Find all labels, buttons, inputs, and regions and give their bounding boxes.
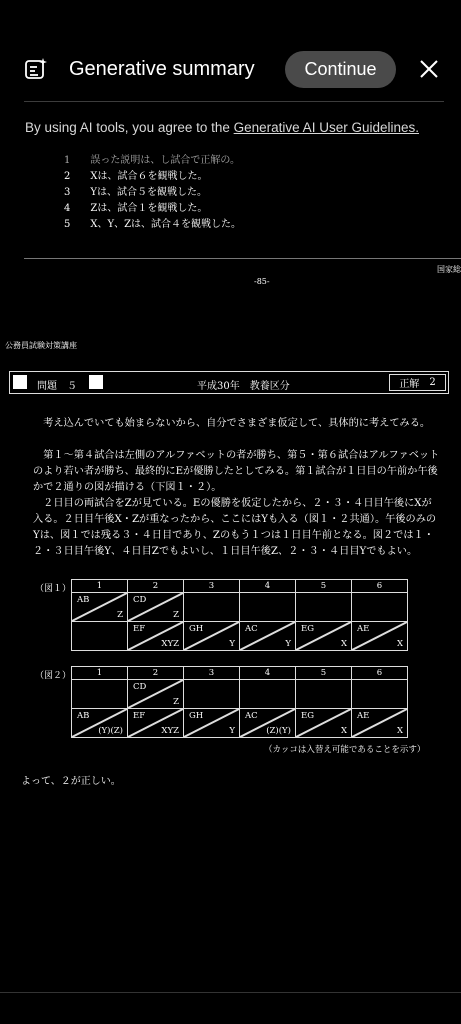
table-cell xyxy=(240,593,296,622)
table-row xyxy=(72,709,408,738)
square-marker xyxy=(13,375,27,389)
match-pair: AE xyxy=(357,624,370,634)
spectators: Y xyxy=(229,639,235,649)
summary-header xyxy=(0,0,461,135)
table-cell xyxy=(184,680,240,709)
table-cell xyxy=(352,680,408,709)
match-pair: AC xyxy=(245,624,258,634)
spectators: X xyxy=(396,726,403,736)
table-cell xyxy=(352,709,408,738)
spectators: XYZ xyxy=(161,726,179,736)
header-divider xyxy=(24,101,444,102)
table-cell xyxy=(296,709,352,738)
match-pair: AC xyxy=(245,711,258,721)
spectators: X xyxy=(396,639,403,649)
partial-option: 1 誤った説明は、し試合で正解の。 xyxy=(64,155,240,166)
table-cell xyxy=(184,622,240,651)
column-header: 2 xyxy=(128,667,184,680)
problem-label: 問題 ５ xyxy=(37,381,77,392)
match-pair: CD xyxy=(133,595,147,605)
spectators: Z xyxy=(173,697,179,707)
table-row xyxy=(72,680,408,709)
problem-header xyxy=(9,371,449,394)
table-cell xyxy=(240,622,296,651)
column-header: 5 xyxy=(296,580,352,593)
spectators: (Y)(Z) xyxy=(98,726,123,736)
column-header: 2 xyxy=(128,580,184,593)
table-cell xyxy=(128,593,184,622)
table-cell xyxy=(128,709,184,738)
match-pair: GH xyxy=(189,711,204,721)
column-header: 6 xyxy=(352,580,408,593)
column-header: 4 xyxy=(240,667,296,680)
spectators: X xyxy=(340,726,347,736)
match-pair: EF xyxy=(133,711,146,721)
option-item: 5 X、Y、Zは、試合４を観戦した。 xyxy=(64,219,242,230)
table-row xyxy=(72,593,408,622)
notice-text: By using AI tools, you agree to the xyxy=(25,120,234,135)
table-cell xyxy=(128,622,184,651)
continue-button[interactable]: Continue xyxy=(285,51,396,88)
course-label: 公務員試験対策講座 xyxy=(5,341,77,350)
match-pair: EG xyxy=(301,624,314,634)
match-pair: EG xyxy=(301,711,314,721)
explanation-paragraph: 第１〜第４試合は左側のアルファベットの者が勝ち、第５・第６試合はアルファベットのより若い者が勝ち、最終的にEが優勝したとしてみる。第１試合が１日目の午前か午後かで２通りの図が描ける（下図１・２）。 xyxy=(33,450,440,493)
table-cell xyxy=(184,593,240,622)
table-cell xyxy=(240,680,296,709)
page-rule xyxy=(24,258,461,259)
table-cell xyxy=(296,622,352,651)
column-header: 6 xyxy=(352,667,408,680)
table-cell xyxy=(296,593,352,622)
figure-label: （図１） xyxy=(35,584,72,594)
option-item: 4 Zは、試合１を観戦した。 xyxy=(64,203,208,214)
match-pair: AB xyxy=(77,595,90,605)
close-icon[interactable] xyxy=(418,58,440,80)
page-number: -85- xyxy=(254,277,270,286)
column-header: 5 xyxy=(296,667,352,680)
figure-label: （図２） xyxy=(35,671,72,681)
spectators: Y xyxy=(285,639,291,649)
explanation-paragraph: ２日目の両試合をZが見ている。Eの優勝を仮定したから、２・３・４日目午後にXが入る。２日目午後X・Zが重なったから、ここにはYも入る（図１・２共通）。午後のみのYは、図１では残る３・４日目であり、Zのもう１つは１日目午前となる。図２では１・２・３日目午後Y、４日目Zでもよいし、１日目午後Z、２・３・４日目Yでもよい。 xyxy=(33,498,437,557)
table-cell xyxy=(72,622,128,651)
column-header: 1 xyxy=(72,667,128,680)
match-pair: CD xyxy=(133,682,147,692)
table-cell xyxy=(352,622,408,651)
explanation-paragraph: 考え込んでいても始まらないから、自分でさまざま仮定して、具体的に考えてみる。 xyxy=(33,418,431,429)
table-cell xyxy=(240,709,296,738)
table-cell xyxy=(184,709,240,738)
table-cell xyxy=(352,593,408,622)
column-header: 4 xyxy=(240,580,296,593)
column-header: 3 xyxy=(184,580,240,593)
table-cell xyxy=(128,680,184,709)
spectators: Y xyxy=(229,726,235,736)
generative-ai-icon xyxy=(24,57,48,81)
answer-label: 正解 xyxy=(399,379,420,390)
square-marker xyxy=(89,375,103,389)
guidelines-link[interactable]: Generative AI User Guidelines. xyxy=(233,120,419,135)
figure-note: （カッコは入替え可能であることを示す） xyxy=(264,745,426,755)
problem-year: 平成30年 教養区分 xyxy=(197,381,290,392)
answer-value: 2 xyxy=(429,377,436,388)
option-item: 3 Yは、試合５を観戦した。 xyxy=(64,187,207,198)
match-pair: AE xyxy=(357,711,370,721)
spectators: (Z)(Y) xyxy=(266,726,291,736)
conclusion: よって、２が正しい。 xyxy=(21,776,121,787)
figure-2-table xyxy=(71,666,408,738)
spectators: X xyxy=(340,639,347,649)
bottom-divider xyxy=(0,992,461,993)
match-pair: EF xyxy=(133,624,146,634)
column-header: 1 xyxy=(72,580,128,593)
option-item: 2 Xは、試合６を観戦した。 xyxy=(64,171,208,182)
guidelines-notice xyxy=(25,120,419,135)
answer-box xyxy=(389,374,446,391)
page-title: Generative summary xyxy=(69,58,255,80)
table-cell xyxy=(296,680,352,709)
page-footer-label: 国家総 xyxy=(437,265,461,274)
spectators: XYZ xyxy=(161,639,179,649)
match-pair: AB xyxy=(77,711,90,721)
table-row xyxy=(72,622,408,651)
table-cell xyxy=(72,680,128,709)
figure-1-table xyxy=(71,579,408,651)
match-pair: GH xyxy=(189,624,204,634)
table-cell xyxy=(72,593,128,622)
table-cell xyxy=(72,709,128,738)
spectators: Z xyxy=(173,610,179,620)
spectators: Z xyxy=(117,610,123,620)
column-header: 3 xyxy=(184,667,240,680)
